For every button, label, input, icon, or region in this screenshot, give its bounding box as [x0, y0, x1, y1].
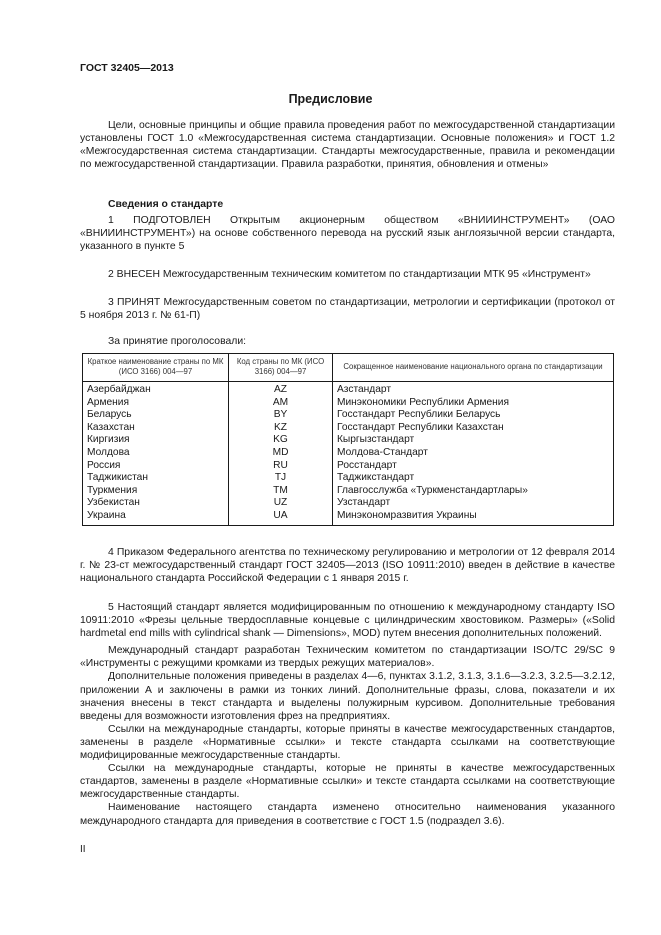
table-row — [83, 409, 614, 422]
header-country: Краткое наименование страны по МК (ИСО 3166) 004—97 — [83, 354, 229, 382]
table-row — [83, 434, 614, 447]
country-cell: Таджикистан — [83, 472, 229, 485]
body-cell: Кыргызстандарт — [333, 434, 614, 447]
item-5-block — [80, 601, 615, 828]
page-number: II — [80, 844, 86, 855]
table-row — [83, 382, 614, 397]
body-cell: Таджикстандарт — [333, 472, 614, 485]
table-row — [83, 510, 614, 525]
item-5-text: 5 Настоящий стандарт является модифицированным по отношению к международному стандарту ISO 10911:2010 «Фрезы цельные твердосплавные концевые с цилиндрическим хвостовиком. Размеры» («Solid hardmetal end mills with cylindrical shank — Dimensions», MOD) путем внесения дополнительных положений. — [80, 602, 615, 640]
countries-table — [82, 353, 614, 526]
body-cell: Молдова-Стандарт — [333, 447, 614, 460]
page-title: Предисловие — [288, 92, 373, 106]
country-cell: Узбекистан — [83, 497, 229, 510]
body-cell: Госстандарт Республики Беларусь — [333, 409, 614, 422]
header-body: Сокращенное наименование национального органа по стандартизации — [333, 354, 614, 382]
item-3-text: 3 ПРИНЯТ Межгосударственным советом по стандартизации, метрологии и сертификации (протокол от 5 ноября 2013 г. № 61-П) — [80, 297, 615, 322]
country-cell: Молдова — [83, 447, 229, 460]
code-cell: AM — [229, 397, 333, 410]
table-row — [83, 397, 614, 410]
table-row — [83, 447, 614, 460]
table-header-row — [83, 354, 614, 382]
item-5-additions-text: Дополнительные положения приведены в разделах 4—6, пунктах 3.1.2, 3.1.3, 3.1.6—3.2.3, 3.2.5—3.2.12, приложении А и заключены в рамки из тонких линий. Дополнительные фразы, слова, показатели и их значения внесены в текст стандарта и выделены полужирным курсивом. Дополнительные требования введены для возможности изготовления фрез на предприятиях. — [80, 671, 615, 722]
country-cell: Казахстан — [83, 422, 229, 435]
body-cell: Узстандарт — [333, 497, 614, 510]
item-4-text: 4 Приказом Федерального агентства по техническому регулированию и метрологии от 12 февраля 2014 г. № 23-ст межгосударственный стандарт ГОСТ 32405—2013 (ISO 10911:2010) введен в действие в качестве национального стандарта Российской Федерации с 1 января 2015 г. — [80, 547, 615, 585]
code-cell: BY — [229, 409, 333, 422]
item-1 — [80, 214, 615, 253]
country-cell: Армения — [83, 397, 229, 410]
item-2-text: 2 ВНЕСЕН Межгосударственным техническим комитетом по стандартизации МТК 95 «Инструмент» — [108, 269, 591, 280]
item-5-refs-not-adopted-text: Ссылки на международные стандарты, которые не приняты в качестве межгосударственных стандартов, заменены в разделе «Нормативные ссылки» и тексте стандарта ссылками на соответствующие межгосударственные стандарты. — [80, 763, 615, 801]
item-5-refs-adopted-text: Ссылки на международные стандарты, которые приняты в качестве межгосударственных стандартов, заменены в разделе «Нормативные ссылки» и тексте стандарта ссылками на соответствующие модифицированные межгосударственные стандарты. — [80, 723, 615, 762]
country-cell: Беларусь — [83, 409, 229, 422]
body-cell: Росстандарт — [333, 460, 614, 473]
item-2 — [80, 268, 615, 281]
code-cell: UZ — [229, 497, 333, 510]
table-row — [83, 460, 614, 473]
code-cell: UA — [229, 510, 333, 525]
body-cell: Главгосслужба «Туркменстандартлары» — [333, 485, 614, 498]
code-cell: KG — [229, 434, 333, 447]
intro-text: Цели, основные принципы и общие правила проведения работ по межгосударственной стандартизации установлены ГОСТ 1.0 «Межгосударственная система стандартизации. Основные положения» и ГОСТ 1.2 «Межгосударственная система стандартизации. Стандарты межгосударственные, правила и рекомендации по межгосударственной стандартизации. Правила разработки, принятия, обновления и отмены» — [80, 120, 615, 171]
table-row — [83, 472, 614, 485]
item-5-tc-text: Международный стандарт разработан Техническим комитетом по стандартизации ISO/TC 29/SC 9 «Инструменты с режущими кромками из твердых режущих материалов». — [80, 645, 615, 670]
body-cell: Азстандарт — [333, 382, 614, 397]
table-row — [83, 497, 614, 510]
code-cell: RU — [229, 460, 333, 473]
code-cell: TJ — [229, 472, 333, 485]
country-cell: Украина — [83, 510, 229, 525]
code-cell: KZ — [229, 422, 333, 435]
intro-paragraph — [80, 119, 615, 171]
standard-code: ГОСТ 32405—2013 — [80, 62, 174, 74]
body-cell: Минэкономразвития Украины — [333, 510, 614, 525]
item-3 — [80, 296, 615, 322]
body-cell: Минэкономики Республики Армения — [333, 397, 614, 410]
table-row — [83, 485, 614, 498]
item-1-text: 1 ПОДГОТОВЛЕН Открытым акционерным обществом «ВНИИИНСТРУМЕНТ» (ОАО «ВНИИИНСТРУМЕНТ») на основе собственного перевода на русский язык англоязычной версии стандарта, указанного в пункте 5 — [80, 215, 615, 253]
country-cell: Азербайджан — [83, 382, 229, 397]
section-heading: Сведения о стандарте — [108, 199, 224, 210]
country-cell: Россия — [83, 460, 229, 473]
table-row — [83, 422, 614, 435]
country-cell: Туркмения — [83, 485, 229, 498]
body-cell: Госстандарт Республики Казахстан — [333, 422, 614, 435]
item-4 — [80, 546, 615, 585]
code-cell: MD — [229, 447, 333, 460]
country-cell: Киргизия — [83, 434, 229, 447]
code-cell: TM — [229, 485, 333, 498]
item-5-title-change-text: Наименование настоящего стандарта изменено относительно наименования указанного международного стандарта для приведения в соответствие с ГОСТ 1.5 (подраздел 3.6). — [80, 802, 615, 827]
vote-label: За принятие проголосовали: — [108, 336, 247, 347]
header-code: Код страны по МК (ИСО 3166) 004—97 — [229, 354, 333, 382]
code-cell: AZ — [229, 382, 333, 397]
